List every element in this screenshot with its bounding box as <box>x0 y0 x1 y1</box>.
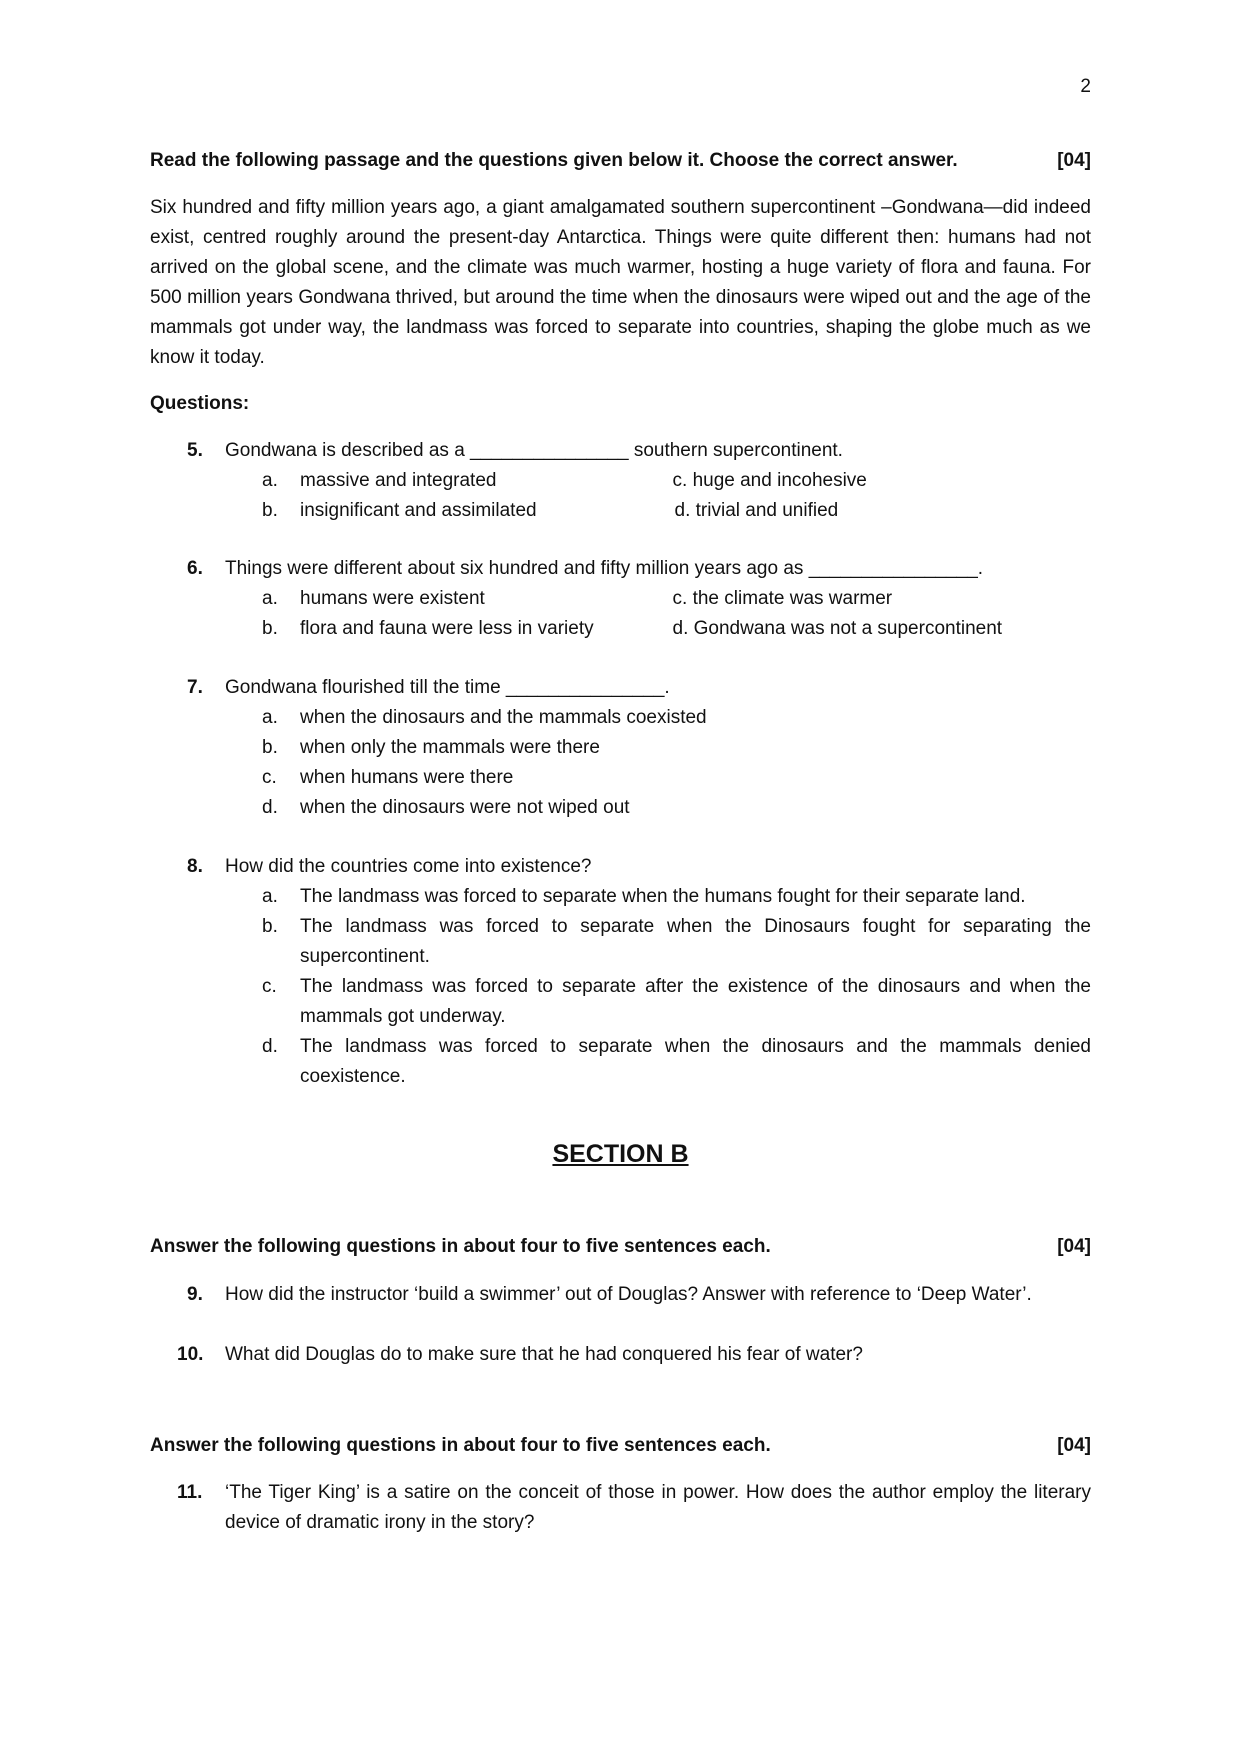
option-b: b. The landmass was forced to separate when the Dinosaurs fought for separating the supercontinent. <box>262 916 1091 967</box>
question-text: Gondwana flourished till the time _______________. <box>225 677 670 698</box>
question-number: 7. <box>187 677 203 698</box>
option-d: d. Gondwana was not a supercontinent <box>672 618 1003 639</box>
option-b: b. flora and fauna were less in variety <box>262 618 594 639</box>
option-c: c. huge and incohesive <box>672 470 867 491</box>
instruction-text: Read the following passage and the questions given below it. Choose the correct answer. <box>150 150 958 171</box>
section-b-instruction-1 <box>150 1236 1091 1258</box>
instruction-text: Answer the following questions in about four to five sentences each. <box>150 1435 771 1456</box>
option-b: b. when only the mammals were there <box>262 737 600 758</box>
section-b-instruction-2 <box>150 1435 1091 1457</box>
option-d: d. trivial and unified <box>674 500 839 521</box>
option-c: c. the climate was warmer <box>672 588 893 609</box>
question-9 <box>187 1280 1091 1310</box>
question-text: How did the countries come into existence? <box>225 856 592 877</box>
question-number: 6. <box>187 558 203 579</box>
option-c: c. The landmass was forced to separate after the existence of the dinosaurs and when the mammals got underway. <box>262 976 1091 1027</box>
question-11 <box>177 1478 1091 1538</box>
marks-label: [04] <box>1057 150 1091 171</box>
option-d: d. The landmass was forced to separate when the dinosaurs and the mammals denied coexistence. <box>262 1036 1091 1087</box>
option-a: a. humans were existent <box>262 588 485 609</box>
question-10 <box>177 1340 1091 1370</box>
section-b-title: SECTION B <box>552 1140 689 1168</box>
question-number: 5. <box>187 440 203 461</box>
question-text: Things were different about six hundred and fifty million years ago as ________________. <box>225 558 984 579</box>
question-number: 10. <box>177 1344 204 1365</box>
question-8 <box>187 852 1091 1092</box>
marks-label: [04] <box>1057 1236 1091 1257</box>
options <box>262 703 1091 823</box>
marks-label: [04] <box>1057 1435 1091 1456</box>
options <box>262 584 1091 644</box>
question-7 <box>187 673 1091 823</box>
question-text: Gondwana is described as a _______________ southern supercontinent. <box>225 440 843 461</box>
option-a: a. when the dinosaurs and the mammals coexisted <box>262 707 707 728</box>
section-a-instruction <box>150 150 1091 172</box>
question-text: ‘The Tiger King’ is a satire on the conceit of those in power. How does the author employ the literary device of dramatic irony in the story? <box>225 1482 1091 1533</box>
question-6 <box>187 554 1091 644</box>
question-number: 11. <box>177 1482 203 1503</box>
page-number: 2 <box>1080 76 1091 97</box>
question-5 <box>187 436 1091 526</box>
question-text: What did Douglas do to make sure that he had conquered his fear of water? <box>225 1344 863 1365</box>
option-a: a. massive and integrated <box>262 470 497 491</box>
option-a: a. The landmass was forced to separate when the humans fought for their separate land. <box>262 886 1026 907</box>
question-number: 9. <box>187 1284 203 1305</box>
option-c: c. when humans were there <box>262 767 514 788</box>
question-number: 8. <box>187 856 203 877</box>
options <box>262 882 1091 1092</box>
option-d: d. when the dinosaurs were not wiped out <box>262 797 630 818</box>
option-b: b. insignificant and assimilated <box>262 500 537 521</box>
reading-passage: Six hundred and fifty million years ago, a giant amalgamated southern supercontinent –Gondwana—did indeed exist, centred roughly around the present-day Antarctica. Things were quite different then: humans had not arrived on the global scene, and the climate was much warmer, hosting a huge variety of flora and fauna. For 500 million years Gondwana thrived, but around the time when the dinosaurs were wiped out and the age of the mammals got under way, the landmass was forced to separate into countries, shaping the globe much as we know it today. <box>150 197 1091 368</box>
options <box>262 466 1091 526</box>
instruction-text: Answer the following questions in about four to five sentences each. <box>150 1236 771 1257</box>
questions-heading: Questions: <box>150 393 250 414</box>
question-text: How did the instructor ‘build a swimmer’ out of Douglas? Answer with reference to ‘Deep Water’. <box>225 1284 1032 1305</box>
